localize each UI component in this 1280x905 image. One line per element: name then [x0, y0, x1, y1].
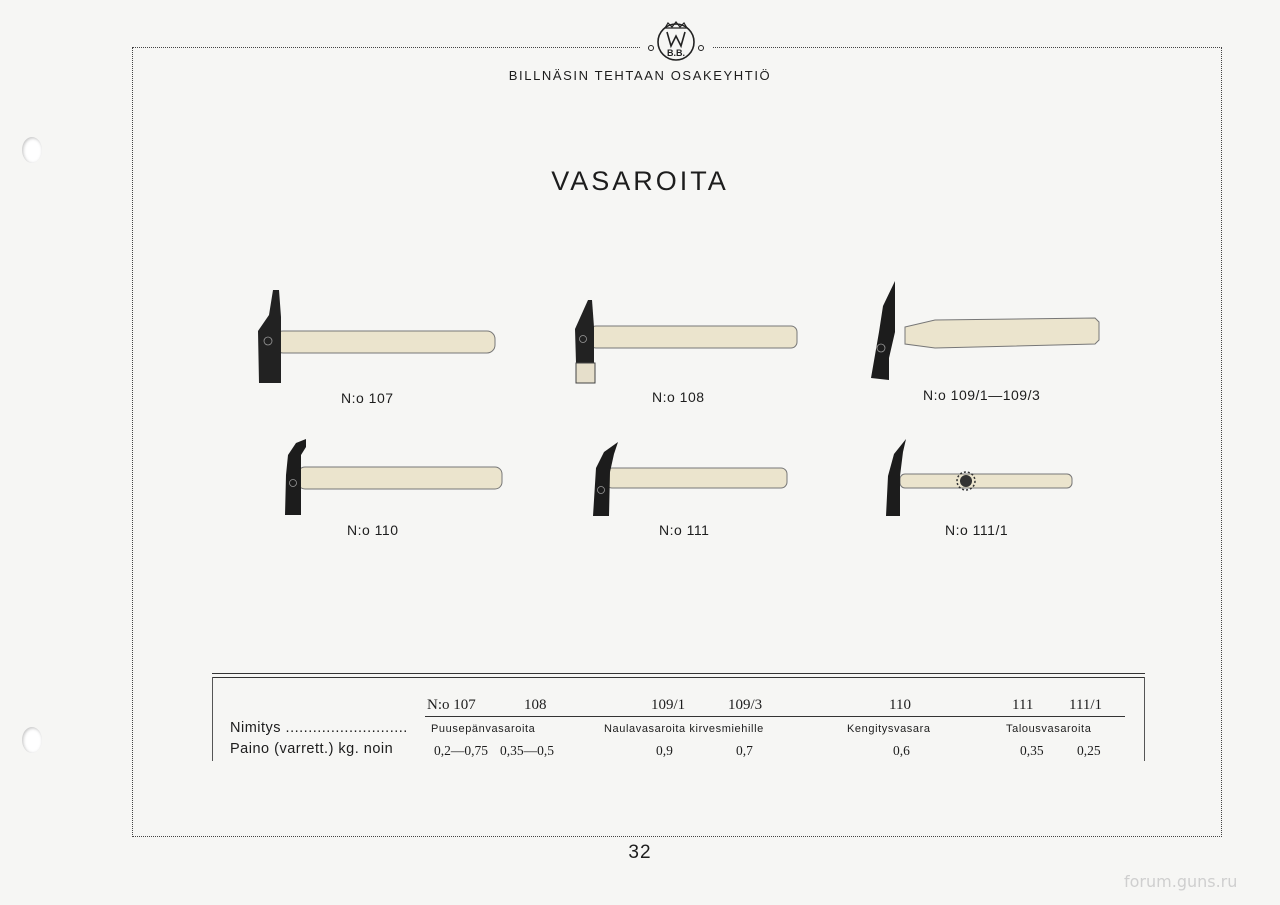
weight-cell: 0,35—0,5: [500, 743, 554, 758]
punch-hole-bottom: [22, 727, 42, 753]
weight-cell: 0,9: [656, 743, 673, 758]
table-top-rule-inner: [212, 677, 1145, 678]
hammer-109-image: [865, 278, 1105, 386]
hammer-111-image: [588, 440, 790, 520]
name-cell: Naulavasaroita kirvesmiehille: [604, 723, 764, 735]
name-cell: Puusepänvasaroita: [431, 723, 536, 735]
table-header-num: 108: [524, 697, 547, 713]
weight-cell: 0,2—0,75: [434, 743, 488, 758]
hammer-111-caption: N:o 111: [659, 522, 710, 538]
table-header-rule: [425, 716, 1125, 717]
company-name: BILLNÄSIN TEHTAAN OSAKEYHTIÖ: [508, 68, 772, 83]
hammer-107-image: [255, 285, 500, 387]
hammer-110-image: [280, 435, 505, 517]
hammer-109-caption: N:o 109/1—109/3: [923, 387, 1041, 403]
weight-cell: 0,35: [1020, 743, 1044, 758]
row-label-paino: Paino (varrett.) kg. noin: [230, 741, 394, 757]
hammer-108-image: [570, 297, 802, 387]
table-header-num: 111: [1012, 697, 1034, 713]
table-header-num: 111/1: [1069, 697, 1103, 713]
weight-cell: 0,25: [1077, 743, 1101, 758]
weight-cell: 0,7: [736, 743, 753, 758]
watermark: forum.guns.ru: [1124, 872, 1238, 891]
weight-cell: 0,6: [893, 743, 910, 758]
hammer-110-caption: N:o 110: [347, 522, 399, 538]
hammer-111-1-caption: N:o 111/1: [945, 522, 1009, 538]
hammer-111-1-image: [880, 436, 1076, 520]
page-number: 32: [628, 842, 652, 863]
page-title: VASAROITA: [551, 166, 729, 196]
hammer-108-caption: N:o 108: [652, 389, 705, 405]
table-right-rule: [1144, 677, 1145, 761]
name-cell: Kengitysvasara: [847, 723, 931, 735]
name-cell: Talousvasaroita: [1006, 723, 1092, 735]
row-label-nimitys: Nimitys ...........................: [230, 720, 408, 736]
company-logo: [648, 20, 704, 64]
hammer-107-caption: N:o 107: [341, 390, 394, 406]
punch-hole-top: [22, 137, 42, 163]
table-left-rule: [212, 677, 213, 761]
table-header-num: 109/1: [651, 697, 686, 713]
table-header-num: N:o 107: [427, 697, 476, 713]
table-header-num: 109/3: [728, 697, 763, 713]
logo-monogram: B.B.: [667, 48, 685, 58]
table-top-rule: [212, 673, 1145, 674]
table-header-num: 110: [889, 697, 911, 713]
